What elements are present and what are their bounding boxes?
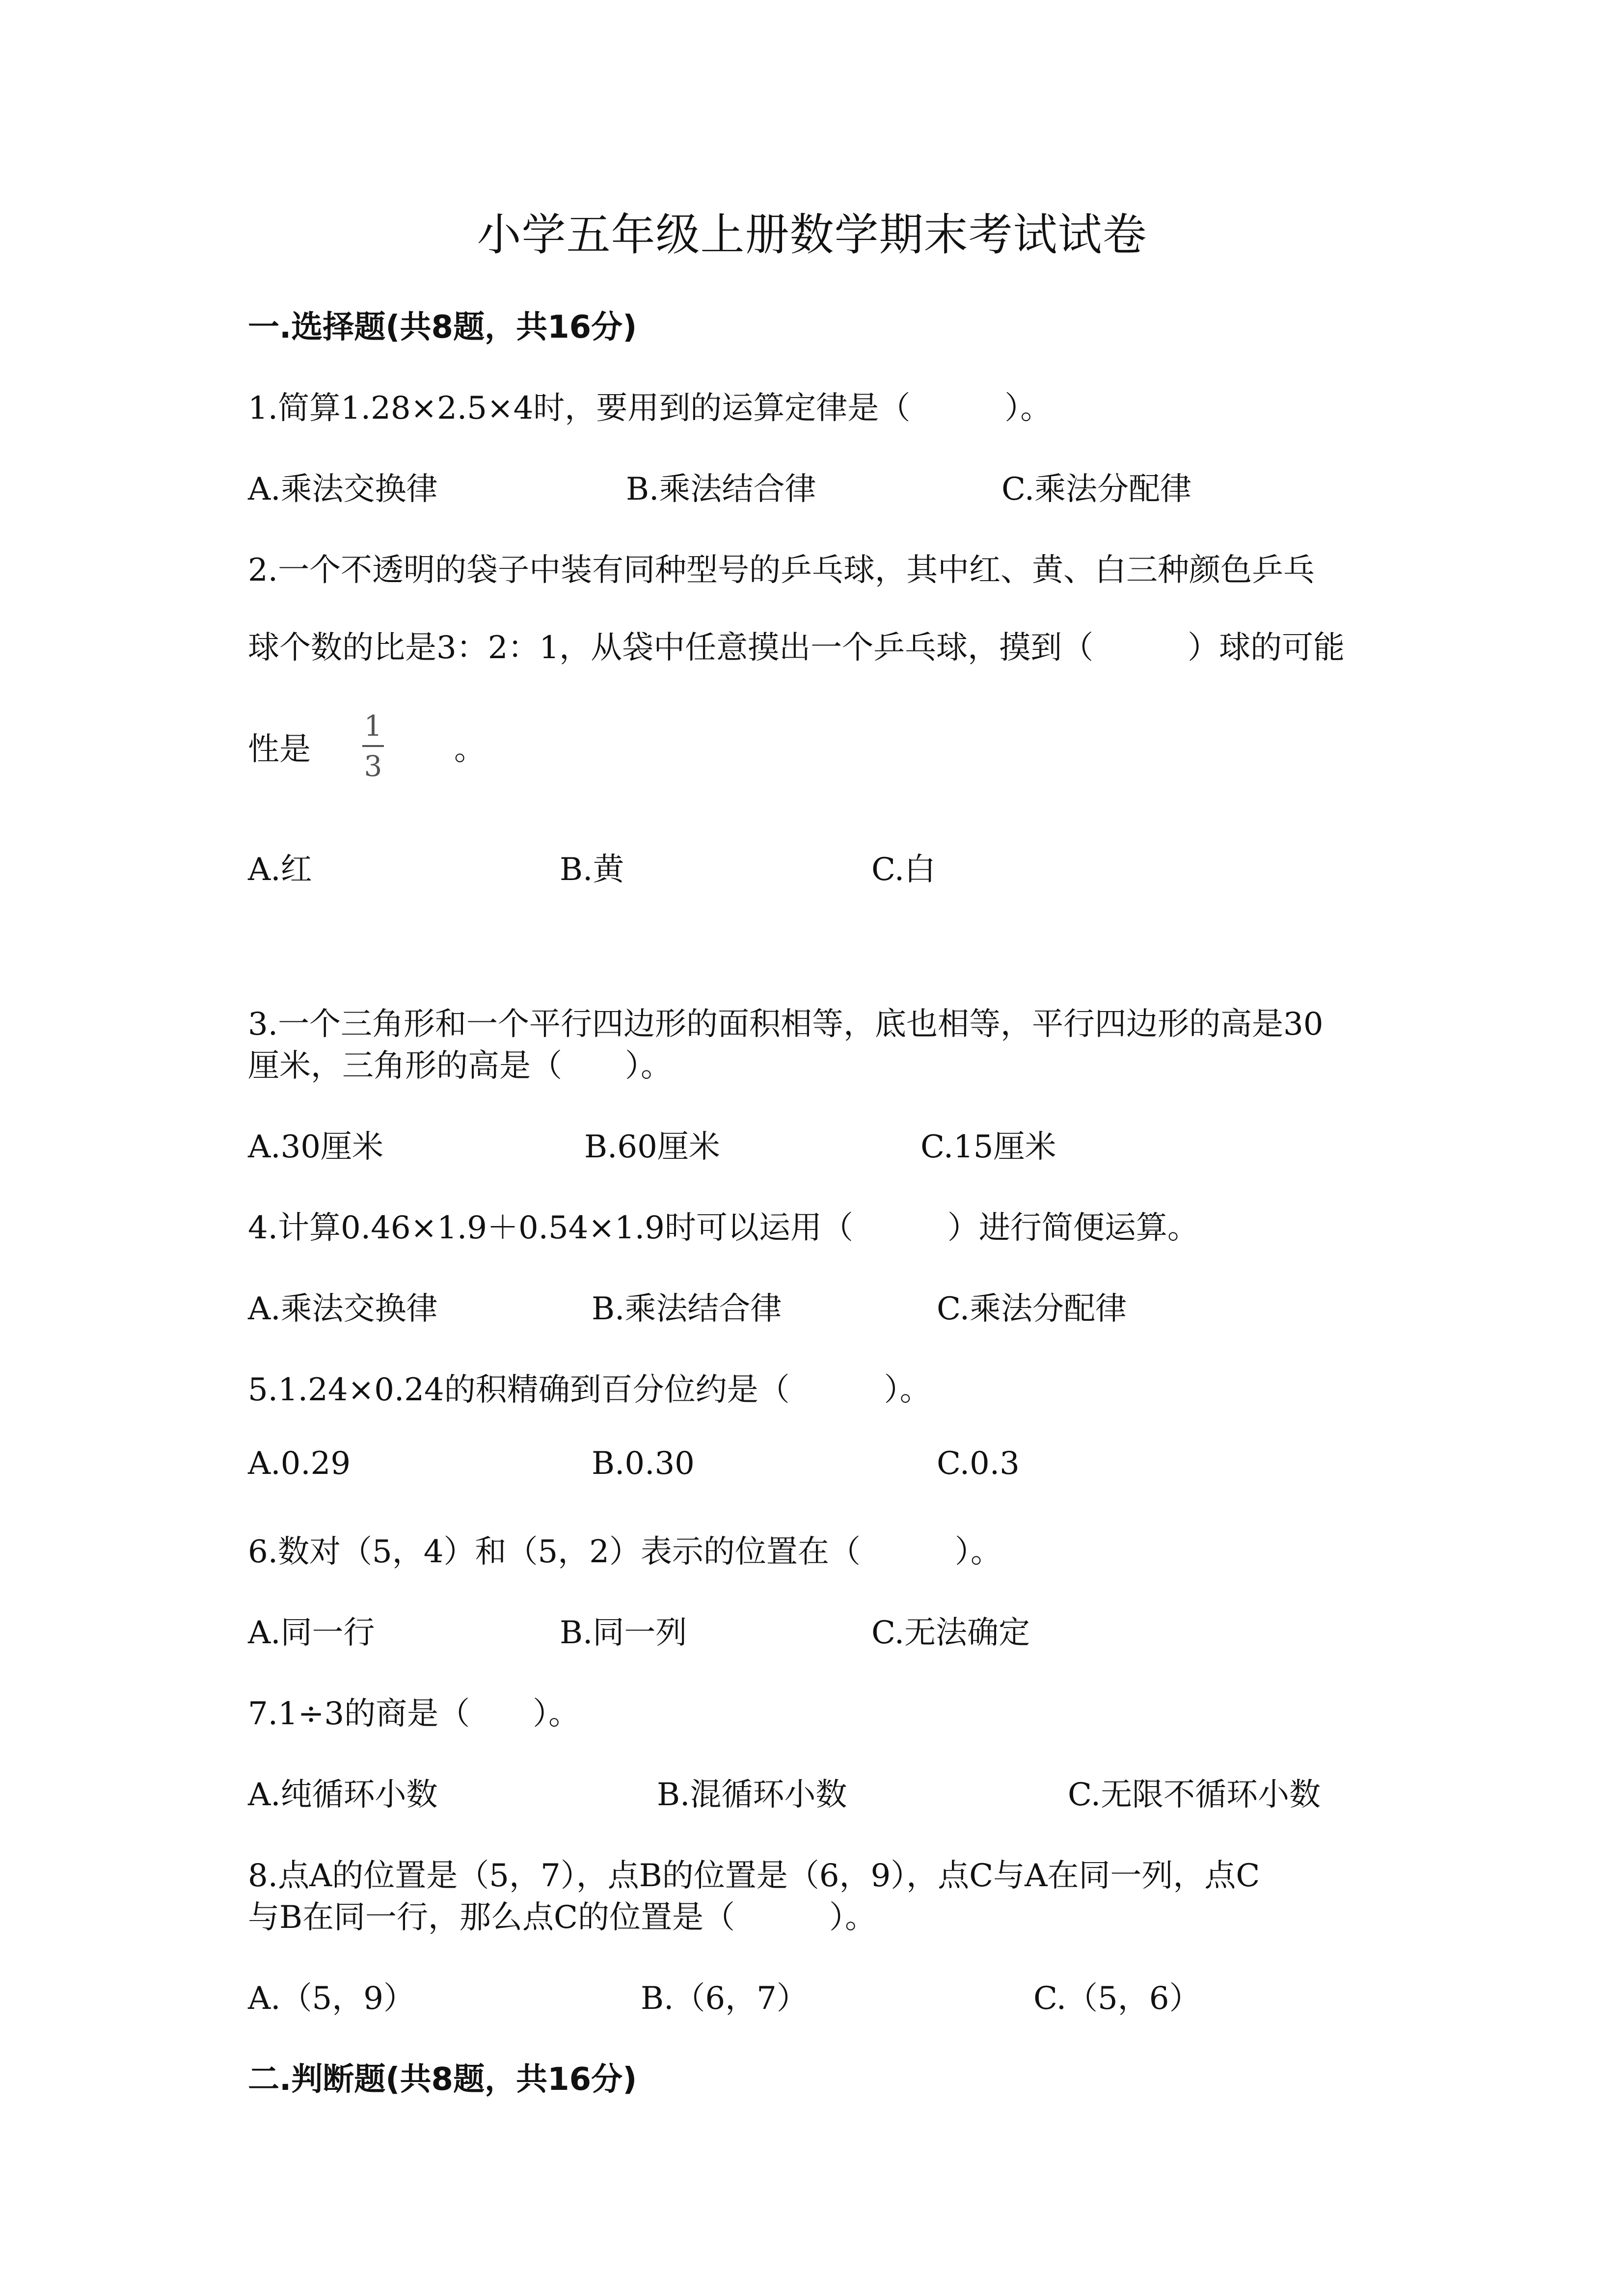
question-3-option-c: C.15厘米 <box>920 1129 1056 1165</box>
question-4-option-c: C.乘法分配律 <box>937 1291 1127 1327</box>
question-5-option-c: C.0.3 <box>937 1445 1020 1482</box>
question-2-option-b: B.黄 <box>560 852 624 888</box>
question-8-option-a: A.（5，9） <box>248 1980 415 2017</box>
question-5-text: 5.1.24×0.24的积精确到百分位约是（ ）。 <box>248 1372 931 1408</box>
question-7-text: 7.1÷3的商是（ ）。 <box>248 1696 580 1732</box>
question-5-option-b: B.0.30 <box>592 1445 695 1482</box>
fraction-denominator: 3 <box>364 749 382 783</box>
question-3-option-b: B.60厘米 <box>584 1129 720 1165</box>
question-6-text: 6.数对（5，4）和（5，2）表示的位置在（ ）。 <box>248 1534 1002 1570</box>
question-1-option-b: B.乘法结合律 <box>626 471 816 507</box>
section-heading-judgement: 二.判断题(共8题，共16分) <box>248 2061 637 2098</box>
question-2-option-a: A.红 <box>248 852 312 888</box>
question-2-text-line2: 球个数的比是3：2：1，从袋中任意摸出一个乒乓球，摸到（ ）球的可能 <box>248 630 1345 666</box>
question-3-option-a: A.30厘米 <box>248 1129 383 1165</box>
question-6-option-a: A.同一行 <box>248 1615 375 1651</box>
question-1-text: 1.简算1.28×2.5×4时，要用到的运算定律是（ ）。 <box>248 390 1052 427</box>
page-title: 小学五年级上册数学期末考试试卷 <box>477 209 1147 261</box>
question-8-option-c: C.（5，6） <box>1033 1980 1201 2017</box>
question-2-text-end: 。 <box>454 731 486 768</box>
question-1-option-a: A.乘法交换律 <box>248 471 438 507</box>
question-1-option-c: C.乘法分配律 <box>1001 471 1192 507</box>
question-7-option-c: C.无限不循环小数 <box>1068 1777 1321 1813</box>
fraction-one-third <box>358 709 388 783</box>
question-5-option-a: A.0.29 <box>248 1445 351 1482</box>
question-8-text-line2: 与B在同一行，那么点C的位置是（ ）。 <box>248 1899 876 1936</box>
question-6-option-b: B.同一列 <box>560 1615 687 1651</box>
question-2-text-line1: 2.一个不透明的袋子中装有同种型号的乒乓球，其中红、黄、白三种颜色乒乓 <box>248 552 1315 588</box>
question-2-option-c: C.白 <box>871 852 936 888</box>
question-7-option-b: B.混循环小数 <box>657 1777 847 1813</box>
question-8-option-b: B.（6，7） <box>641 1980 808 2017</box>
question-2-text-line3: 性是 <box>248 731 311 768</box>
section-heading-choice: 一.选择题(共8题，共16分) <box>248 309 637 346</box>
question-7-option-a: A.纯循环小数 <box>248 1777 438 1813</box>
question-4-text: 4.计算0.46×1.9＋0.54×1.9时可以运用（ ）进行简便运算。 <box>248 1210 1199 1246</box>
question-8-text-line1: 8.点A的位置是（5，7），点B的位置是（6，9），点C与A在同一列，点C <box>248 1858 1260 1894</box>
fraction-bar <box>362 745 384 747</box>
question-4-option-b: B.乘法结合律 <box>592 1291 782 1327</box>
question-3-text-line2: 厘米，三角形的高是（ ）。 <box>248 1048 672 1084</box>
question-3-text-line1: 3.一个三角形和一个平行四边形的面积相等，底也相等，平行四边形的高是30 <box>248 1006 1324 1042</box>
question-4-option-a: A.乘法交换律 <box>248 1291 438 1327</box>
question-6-option-c: C.无法确定 <box>871 1615 1030 1651</box>
fraction-numerator: 1 <box>364 709 382 743</box>
